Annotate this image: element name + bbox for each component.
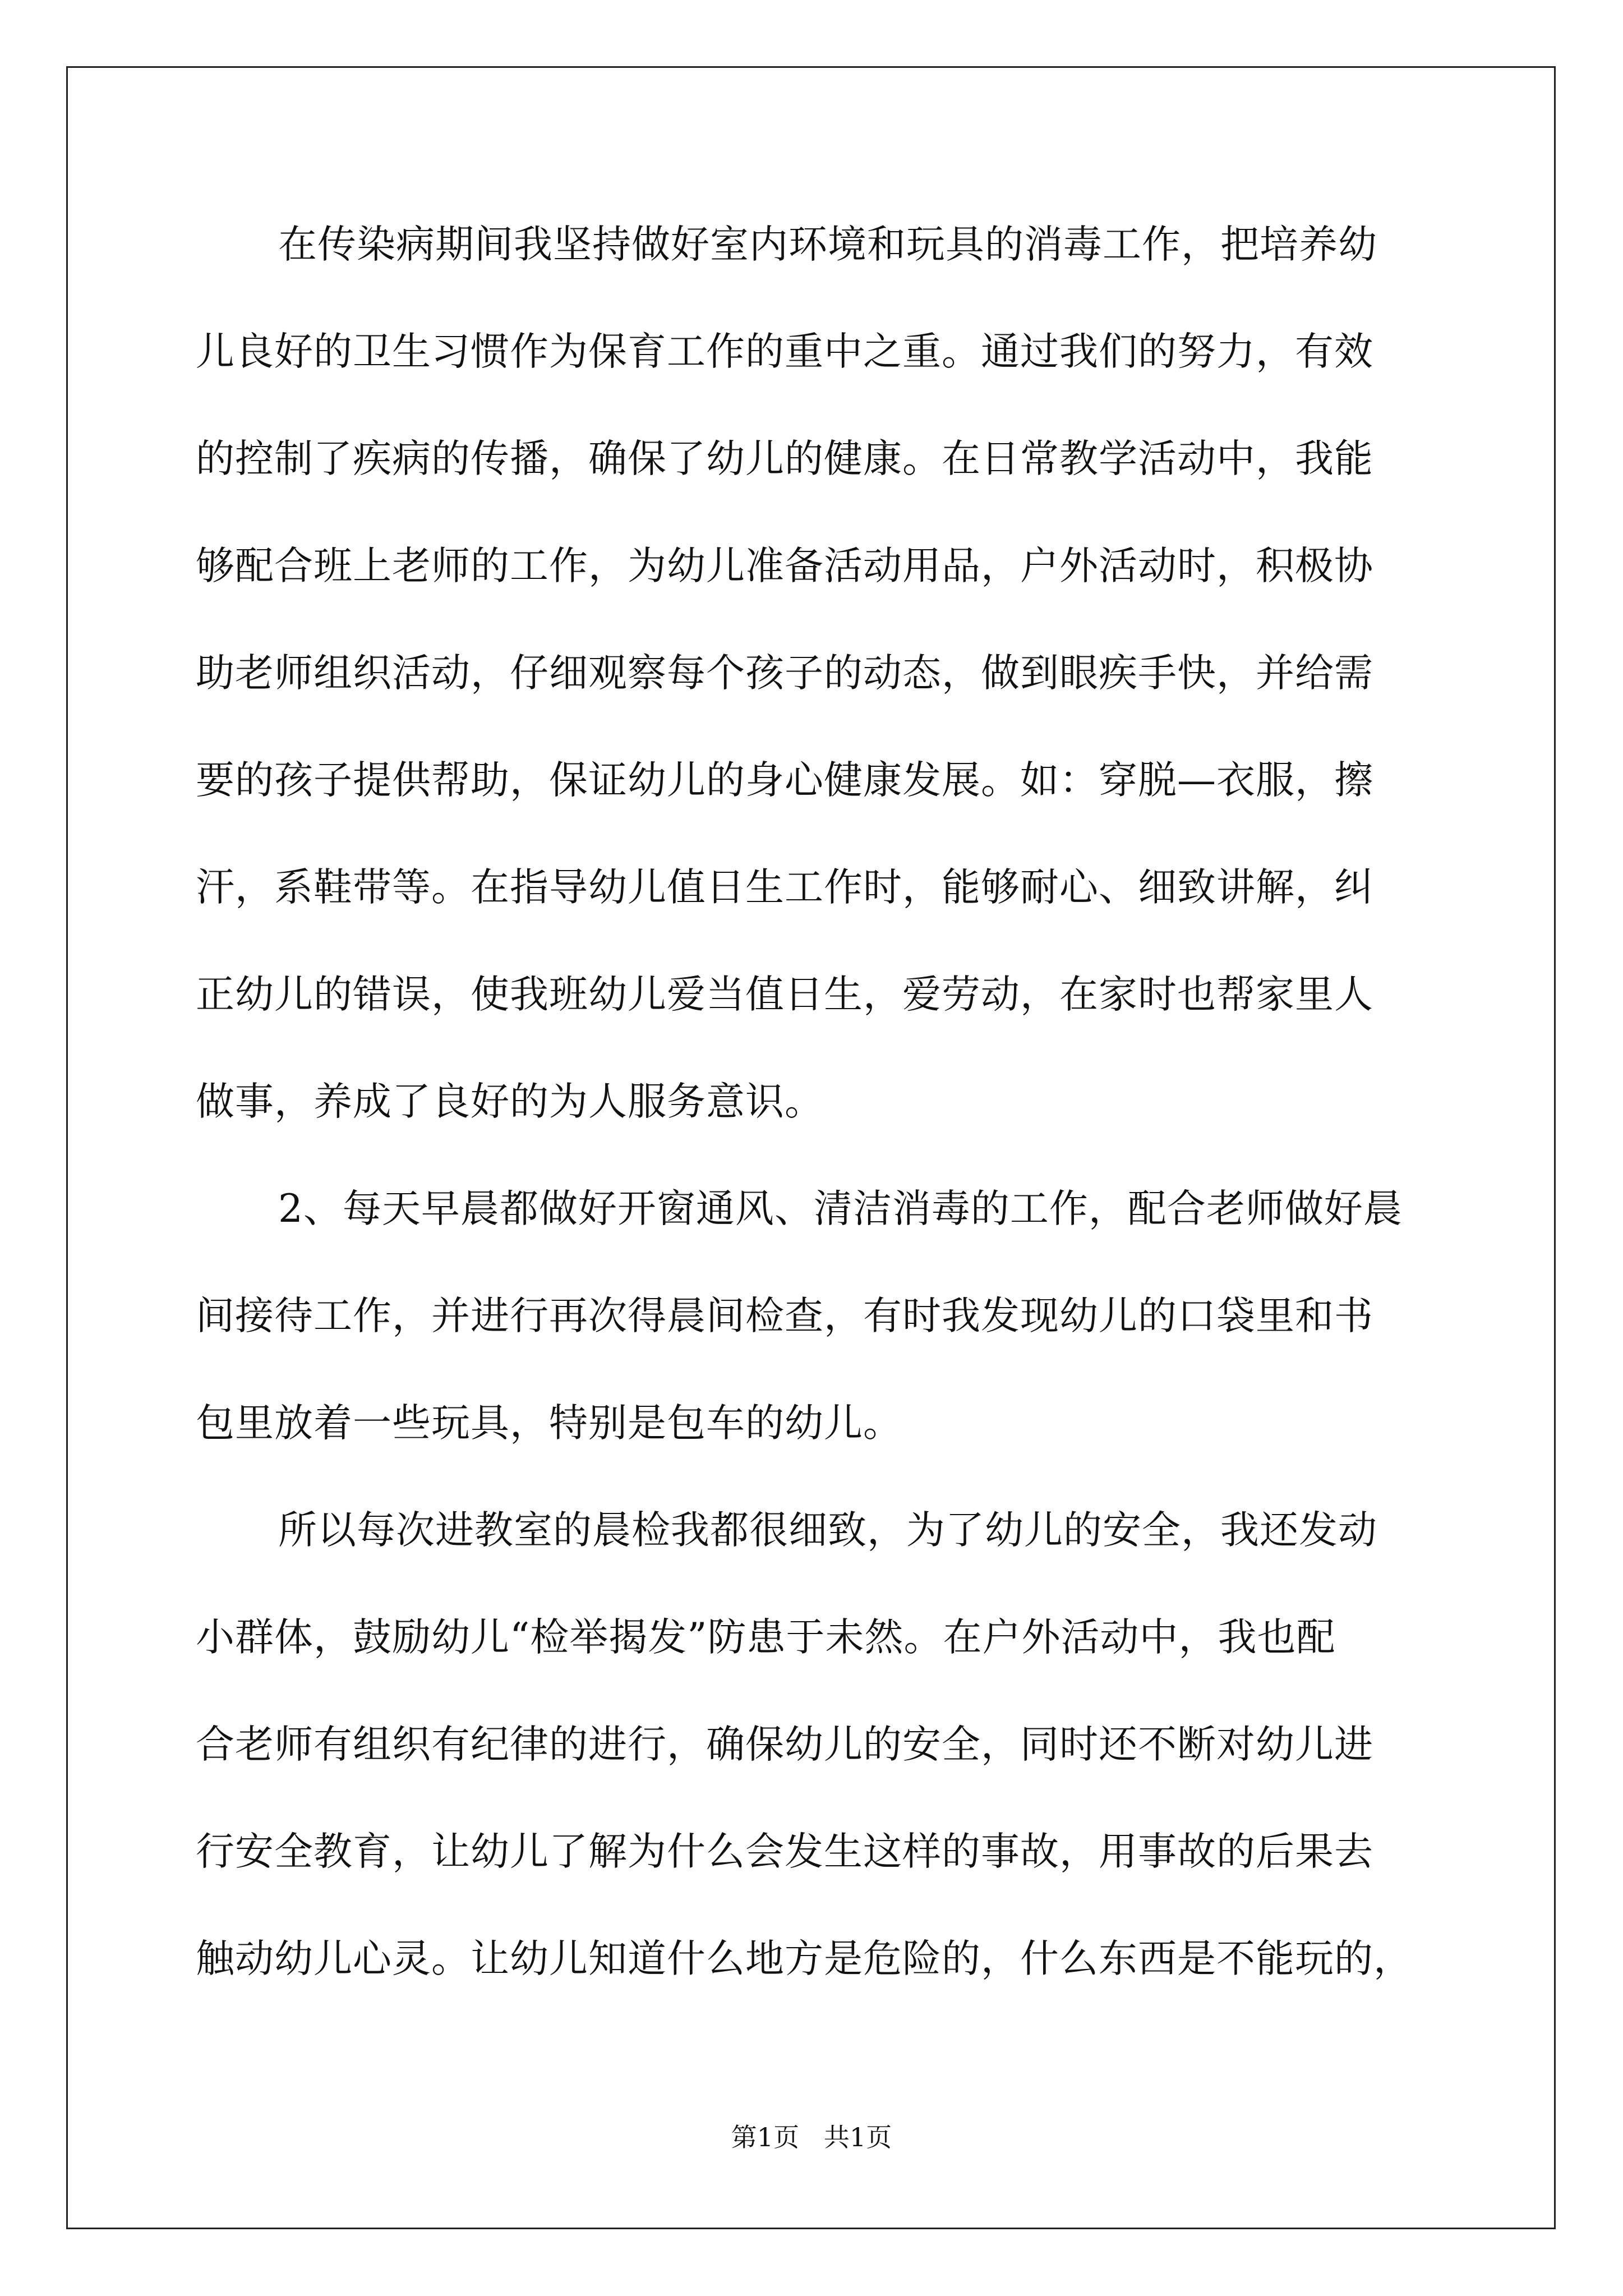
paragraph-1-line-3: 的控制了疾病的传播，确保了幼儿的健康。在日常教学活动中，我能 xyxy=(196,436,1373,481)
paragraph-3-line-1: 所以每次进教室的晨检我都很细致，为了幼儿的安全，我还发动 xyxy=(278,1508,1377,1553)
paragraph-3-line-4: 行安全教育，让幼儿了解为什么会发生这样的事故，用事故的后果去 xyxy=(196,1829,1373,1874)
paragraph-3-line-5: 触动幼儿心灵。让幼儿知道什么地方是危险的，什么东西是不能玩的， xyxy=(196,1936,1413,1981)
paragraph-1-line-4: 够配合班上老师的工作，为幼儿准备活动用品，户外活动时，积极协 xyxy=(196,544,1373,588)
paragraph-1-line-5: 助老师组织活动，仔细观察每个孩子的动态，做到眼疾手快，并给需 xyxy=(196,651,1373,696)
paragraph-2-line-3: 包里放着一些玩具，特别是包车的幼儿。 xyxy=(196,1401,902,1446)
page-number-footer: 第1页 共1页 xyxy=(731,2122,892,2152)
document-body xyxy=(196,210,1430,2031)
paragraph-1-line-7: 汗，系鞋带等。在指导幼儿值日生工作时，能够耐心、细致讲解，纠 xyxy=(196,865,1373,910)
paragraph-2-line-1: 2、每天早晨都做好开窗通风、清洁消毒的工作，配合老师做好晨 xyxy=(278,1186,1403,1231)
paragraph-2-line-2: 间接待工作，并进行再次得晨间检查，有时我发现幼儿的口袋里和书 xyxy=(196,1294,1373,1338)
paragraph-3-line-3: 合老师有组织有纪律的进行，确保幼儿的安全，同时还不断对幼儿进 xyxy=(196,1722,1373,1767)
paragraph-1-line-1: 在传染病期间我坚持做好室内环境和玩具的消毒工作，把培养幼 xyxy=(278,222,1377,267)
paragraph-3-line-2: 小群体，鼓励幼儿“检举揭发”防患于未然。在户外活动中，我也配 xyxy=(196,1615,1336,1660)
paragraph-1-line-6: 要的孩子提供帮助，保证幼儿的身心健康发展。如：穿脱—衣服，擦 xyxy=(196,758,1373,803)
paragraph-1-line-9: 做事，养成了良好的为人服务意识。 xyxy=(196,1079,824,1124)
paragraph-1-line-2: 儿良好的卫生习惯作为保育工作的重中之重。通过我们的努力，有效 xyxy=(196,329,1373,374)
paragraph-1-line-8: 正幼儿的错误，使我班幼儿爱当值日生，爱劳动，在家时也帮家里人 xyxy=(196,972,1373,1017)
